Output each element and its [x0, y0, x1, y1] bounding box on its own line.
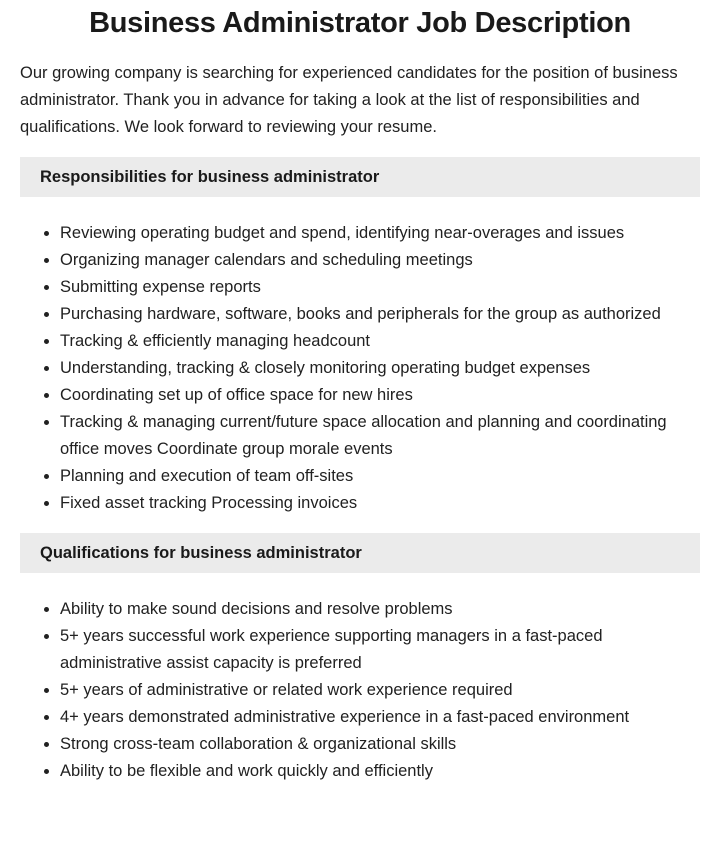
list-item: • Submitting expense reports — [60, 274, 700, 301]
list-item: • Fixed asset tracking Processing invoices — [60, 490, 700, 517]
intro-paragraph: Our growing company is searching for experienced candidates for the position of business administrator. Thank you in advance for taking a look at the list of responsibilities and qualifications. We look forward to reviewing your resume. — [20, 64, 678, 136]
list-item: • Reviewing operating budget and spend, identifying near-overages and issues — [60, 220, 700, 247]
list-item: • 5+ years successful work experience supporting managers in a fast-paced administrative assist capacity is preferred — [60, 623, 700, 677]
responsibilities-list — [20, 220, 700, 517]
list-item: • Ability to be flexible and work quickly and efficiently — [60, 758, 700, 785]
qualifications-list — [20, 596, 700, 785]
section-header-qualifications — [20, 533, 700, 573]
list-item: • 5+ years of administrative or related work experience required — [60, 677, 700, 704]
list-item: • Tracking & managing current/future space allocation and planning and coordinating office moves Coordinate group morale events — [60, 409, 700, 463]
list-item: • Purchasing hardware, software, books and peripherals for the group as authorized — [60, 301, 700, 328]
list-item: • Planning and execution of team off-sites — [60, 463, 700, 490]
page-title: Business Administrator Job Description — [89, 7, 631, 39]
list-item: • Strong cross-team collaboration & organizational skills — [60, 731, 700, 758]
list-item: • Tracking & efficiently managing headcount — [60, 328, 700, 355]
section-header-responsibilities — [20, 157, 700, 197]
section-heading-label: Qualifications for business administrator — [40, 543, 362, 562]
list-item: • 4+ years demonstrated administrative experience in a fast-paced environment — [60, 704, 700, 731]
list-item: • Coordinating set up of office space for new hires — [60, 382, 700, 409]
list-item: • Understanding, tracking & closely monitoring operating budget expenses — [60, 355, 700, 382]
list-item: • Ability to make sound decisions and resolve problems — [60, 596, 700, 623]
section-heading-label: Responsibilities for business administrator — [40, 167, 380, 186]
list-item: • Organizing manager calendars and scheduling meetings — [60, 247, 700, 274]
